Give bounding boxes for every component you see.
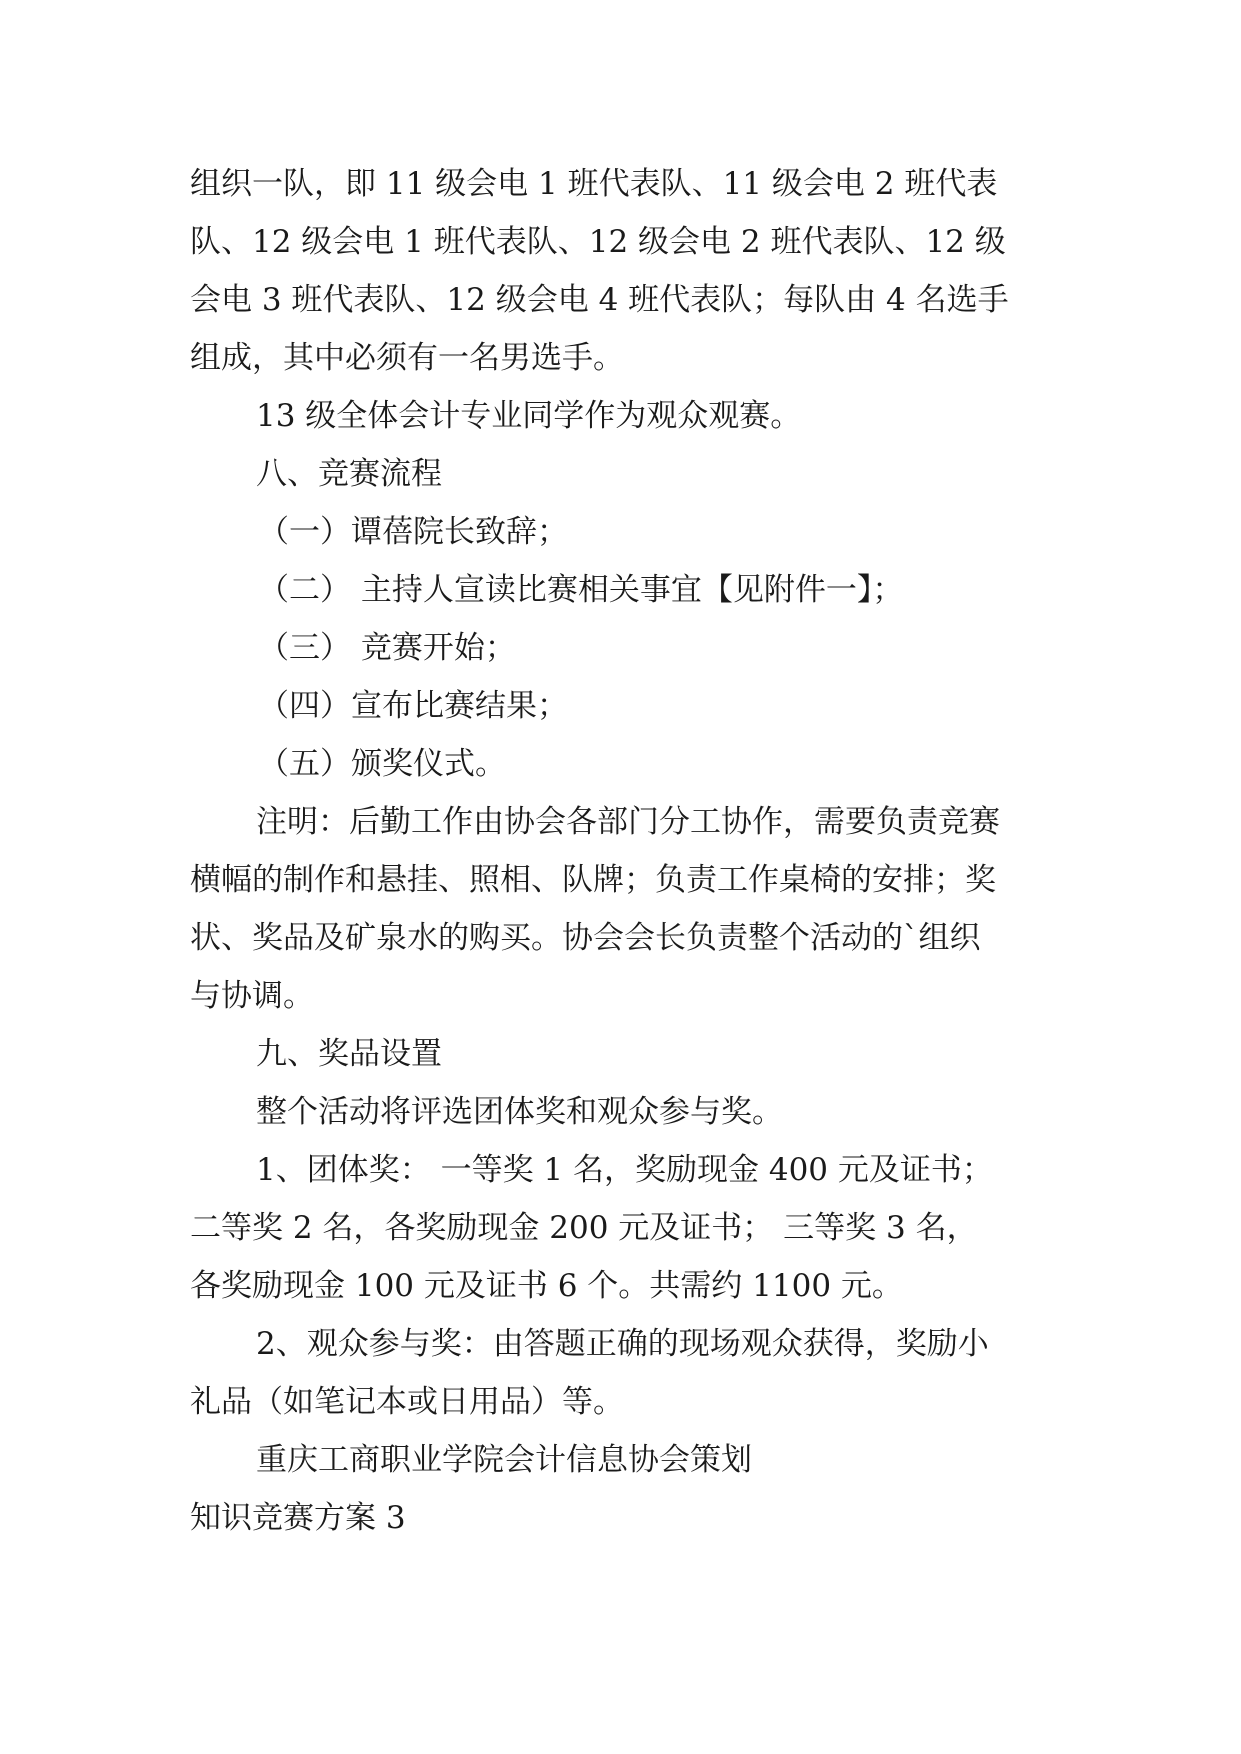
list-item: （五）颁奖仪式。 — [258, 746, 506, 782]
body-line: 礼品（如笔记本或日用品）等。 — [190, 1384, 624, 1420]
section-heading: 九、奖品设置 — [256, 1036, 442, 1072]
list-item: （二） 主持人宣读比赛相关事宜【见附件一】； — [258, 572, 904, 608]
section-heading: 八、竞赛流程 — [256, 456, 442, 492]
list-item: （三） 竞赛开始； — [258, 630, 516, 666]
body-line: 注明：后勤工作由协会各部门分工协作，需要负责竞赛 — [256, 804, 1000, 840]
body-line: 队、12 级会电 1 班代表队、12 级会电 2 班代表队、12 级 — [190, 224, 1006, 260]
body-line: 2、观众参与奖：由答题正确的现场观众获得，奖励小 — [256, 1326, 989, 1362]
signature-line: 重庆工商职业学院会计信息协会策划 — [256, 1442, 752, 1478]
list-item: （一）谭蓓院长致辞； — [258, 514, 568, 550]
body-line: 组成，其中必须有一名男选手。 — [190, 340, 624, 376]
list-item: （四）宣布比赛结果； — [258, 688, 568, 724]
next-section-title: 知识竞赛方案 3 — [190, 1500, 406, 1536]
body-line: 13 级全体会计专业同学作为观众观赛。 — [256, 398, 802, 434]
body-line: 二等奖 2 名，各奖励现金 200 元及证书； 三等奖 3 名， — [190, 1210, 978, 1246]
body-line: 状、奖品及矿泉水的购买。协会会长负责整个活动的`组织 — [190, 920, 981, 956]
body-line: 会电 3 班代表队、12 级会电 4 班代表队；每队由 4 名选手 — [190, 282, 1009, 318]
body-line: 1、团体奖： 一等奖 1 名，奖励现金 400 元及证书； — [256, 1152, 993, 1188]
body-line: 组织一队，即 11 级会电 1 班代表队、11 级会电 2 班代表 — [190, 166, 998, 202]
body-line: 横幅的制作和悬挂、照相、队牌；负责工作桌椅的安排；奖 — [190, 862, 996, 898]
body-line: 与协调。 — [190, 978, 314, 1014]
body-line: 整个活动将评选团体奖和观众参与奖。 — [256, 1094, 783, 1130]
body-line: 各奖励现金 100 元及证书 6 个。共需约 1100 元。 — [190, 1268, 903, 1304]
